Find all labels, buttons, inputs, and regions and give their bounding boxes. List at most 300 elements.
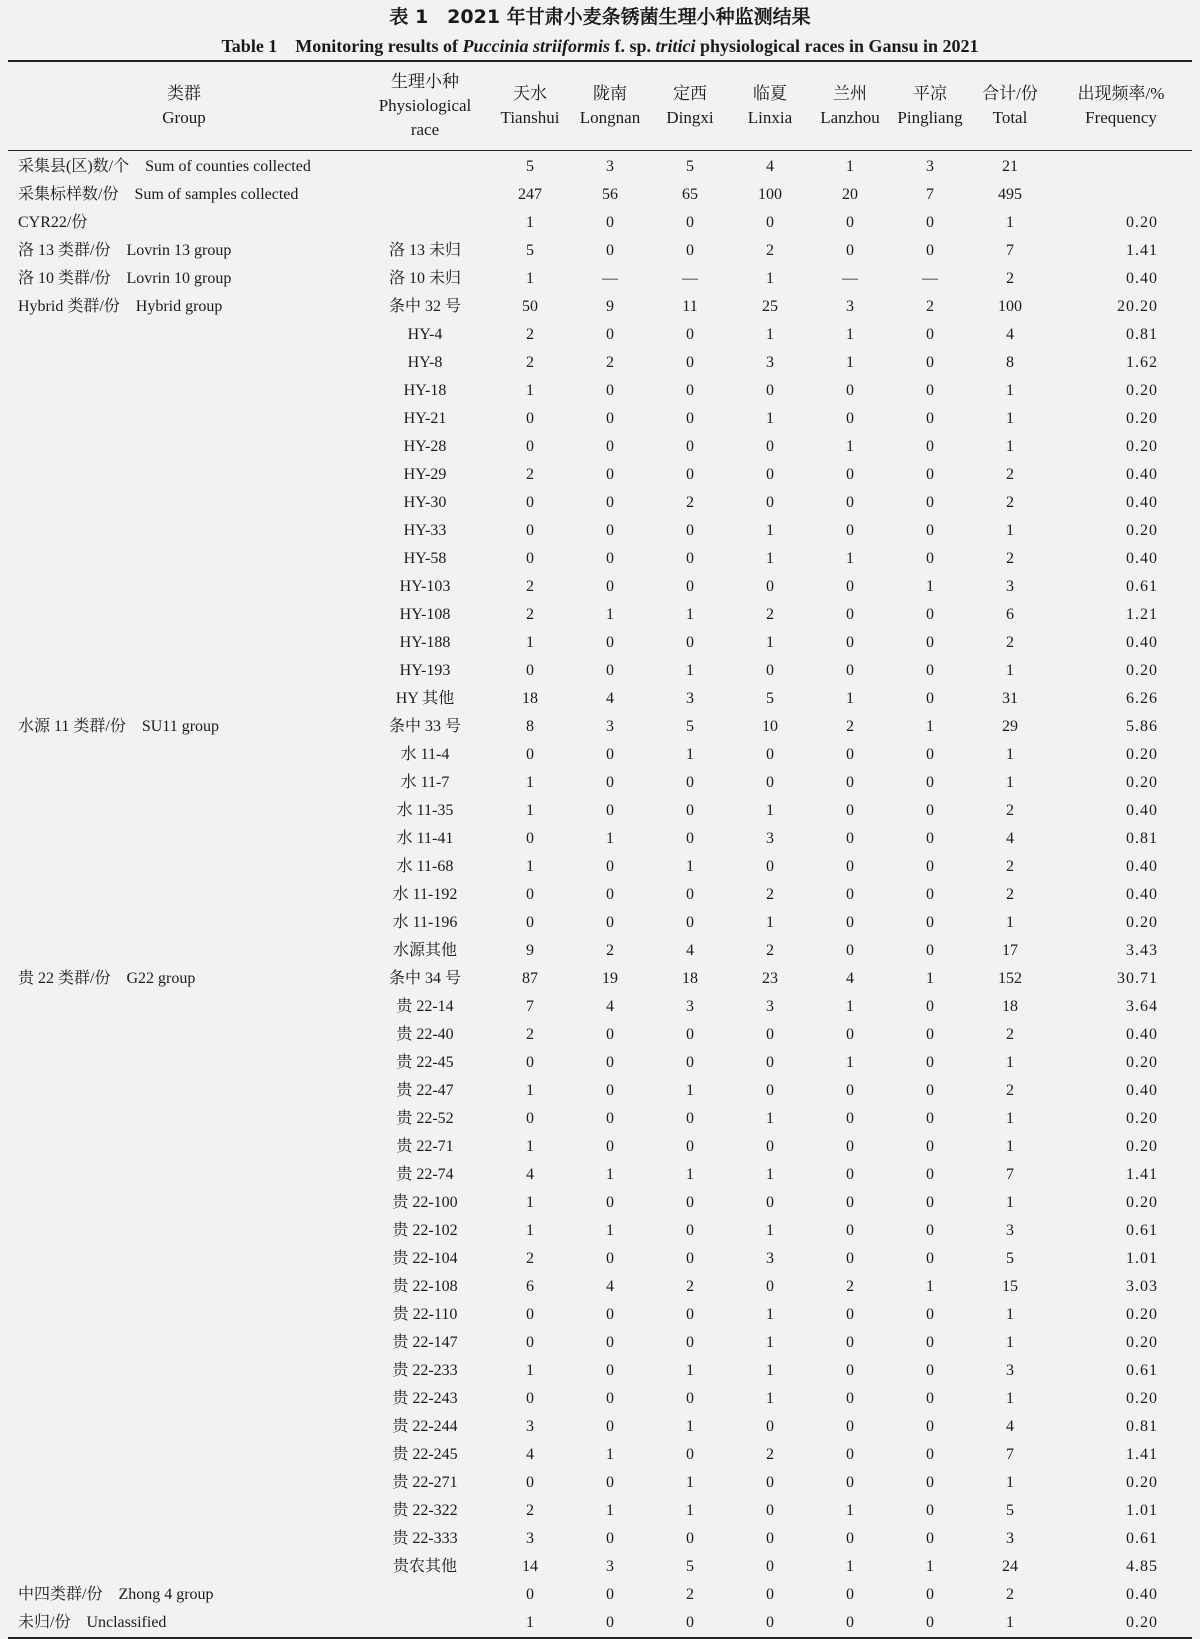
frequency-cell: 1.41: [1126, 1446, 1158, 1463]
tianshui-cell: 1: [526, 802, 534, 819]
table-row: [8, 151, 1192, 182]
header-pingliang-cn: 平凉: [913, 84, 947, 103]
header-linxia: [730, 61, 810, 151]
tianshui-cell: 3: [526, 1530, 534, 1547]
longnan-cell: 0: [606, 382, 614, 399]
tianshui-cell: 2: [526, 1502, 534, 1519]
group-cell: [8, 601, 360, 629]
linxia-cell: 1: [766, 1390, 774, 1407]
frequency-cell: 0.20: [1126, 1306, 1158, 1323]
total-cell: 1: [1006, 914, 1014, 931]
group-cell: [8, 405, 360, 433]
lanzhou-cell: 0: [846, 1138, 854, 1155]
lanzhou-cell: 0: [846, 774, 854, 791]
frequency-cell: 0.20: [1126, 410, 1158, 427]
pingliang-cell: 1: [926, 1278, 934, 1295]
lanzhou-cell: 0: [846, 634, 854, 651]
dingxi-cell: 1: [686, 1166, 694, 1183]
table-row: [8, 1385, 1192, 1413]
linxia-cell: 0: [766, 1474, 774, 1491]
linxia-cell: 1: [766, 1222, 774, 1239]
race-cell: 贵 22-74: [396, 1166, 454, 1183]
lanzhou-cell: 0: [846, 242, 854, 259]
header-pingliang: [890, 61, 970, 151]
table-body: [8, 151, 1192, 1639]
tianshui-cell: 5: [526, 158, 534, 175]
dingxi-cell: 0: [686, 914, 694, 931]
group-cell: [8, 321, 360, 349]
table-row: [8, 209, 1192, 237]
longnan-cell: 0: [606, 1194, 614, 1211]
longnan-cell: 0: [570, 1609, 650, 1638]
group-cell: [8, 1329, 360, 1357]
dingxi-cell: 18: [682, 970, 698, 987]
lanzhou-cell: 0: [846, 1250, 854, 1267]
header-lanzhou-cn: 兰州: [833, 84, 867, 103]
longnan-cell: 0: [606, 746, 614, 763]
pingliang-cell: 0: [926, 494, 934, 511]
tianshui-cell: 4: [526, 1446, 534, 1463]
linxia-cell: 0: [766, 1502, 774, 1519]
frequency-cell: 0.20: [1126, 1138, 1158, 1155]
group-cell: [8, 545, 360, 573]
pingliang-cell: 0: [926, 1110, 934, 1127]
pingliang-cell: 0: [926, 886, 934, 903]
results-table: [8, 60, 1192, 1639]
linxia-cell: 10: [762, 718, 778, 735]
dingxi-cell: 0: [686, 438, 694, 455]
total-cell: 2: [1006, 858, 1014, 875]
tianshui-cell: 14: [522, 1558, 538, 1575]
tianshui-cell: 1: [526, 1138, 534, 1155]
tianshui-cell: 1: [526, 214, 534, 231]
total-cell: 17: [1002, 942, 1018, 959]
race-cell: 水 11-4: [400, 746, 450, 763]
linxia-cell: 1: [766, 550, 774, 567]
pingliang-cell: 0: [926, 326, 934, 343]
pingliang-cell: 0: [926, 354, 934, 371]
race-cell: HY-28: [403, 438, 447, 455]
frequency-cell: 5.86: [1126, 718, 1158, 735]
tianshui-cell: 0: [526, 1586, 534, 1603]
total-cell: 1: [1006, 746, 1014, 763]
tianshui-cell: 0: [526, 1306, 534, 1323]
tianshui-cell: 0: [526, 886, 534, 903]
table-row: [8, 1161, 1192, 1189]
dingxi-cell: 0: [686, 830, 694, 847]
frequency-cell: 0.40: [1126, 270, 1158, 287]
frequency-cell: 0.40: [1126, 550, 1158, 567]
tianshui-cell: 8: [526, 718, 534, 735]
header-group-en: Group: [162, 108, 206, 127]
total-cell: 21: [1002, 158, 1018, 175]
total-cell: 1: [1006, 1054, 1014, 1071]
lanzhou-cell: 1: [846, 1054, 854, 1071]
linxia-cell: 4: [766, 158, 774, 175]
dingxi-cell: 1: [686, 662, 694, 679]
table-row: [8, 881, 1192, 909]
group-cell: [8, 1413, 360, 1441]
table-row: [8, 853, 1192, 881]
tianshui-cell: 1: [526, 1194, 534, 1211]
group-cell: 采集标样数/份 Sum of samples collected: [18, 186, 299, 203]
pingliang-cell: 0: [926, 1138, 934, 1155]
race-cell: 贵 22-52: [396, 1110, 454, 1127]
group-cell: [8, 1133, 360, 1161]
header-lanzhou-en: Lanzhou: [820, 108, 880, 127]
frequency-cell: 0.20: [1126, 214, 1158, 231]
group-cell: [8, 1245, 360, 1273]
race-cell: 水 11-35: [396, 802, 454, 819]
group-cell: [8, 1525, 360, 1553]
group-cell: [8, 433, 360, 461]
dingxi-cell: 1: [686, 1362, 694, 1379]
longnan-cell: 4: [606, 690, 614, 707]
total-cell: 2: [1006, 1082, 1014, 1099]
frequency-cell: 0.40: [1126, 858, 1158, 875]
dingxi-cell: 0: [686, 1250, 694, 1267]
table-row: [8, 685, 1192, 713]
longnan-cell: 1: [606, 1166, 614, 1183]
table-row: [8, 517, 1192, 545]
dingxi-cell: 0: [686, 242, 694, 259]
race-cell: 贵 22-102: [392, 1222, 458, 1239]
linxia-cell: 1: [766, 634, 774, 651]
group-cell: [8, 349, 360, 377]
table-row: [8, 769, 1192, 797]
linxia-cell: 0: [766, 1054, 774, 1071]
longnan-cell: 56: [602, 186, 618, 203]
table-row: [8, 993, 1192, 1021]
pingliang-cell: 1: [926, 970, 934, 987]
pingliang-cell: 0: [926, 634, 934, 651]
pingliang-cell: 0: [926, 914, 934, 931]
race-cell: 条中 32 号: [388, 298, 461, 315]
pingliang-cell: 0: [926, 1054, 934, 1071]
linxia-cell: 2: [766, 942, 774, 959]
pingliang-cell: 0: [926, 1082, 934, 1099]
tianshui-cell: 0: [526, 662, 534, 679]
tianshui-cell: 0: [526, 438, 534, 455]
race-cell: 洛 13 未归: [388, 242, 461, 259]
table-row: [8, 1441, 1192, 1469]
longnan-cell: 0: [606, 522, 614, 539]
tianshui-cell: 0: [526, 746, 534, 763]
table-row: [8, 237, 1192, 265]
frequency-cell: 6.26: [1126, 690, 1158, 707]
pingliang-cell: 1: [926, 718, 934, 735]
race-cell: 贵 22-243: [392, 1390, 458, 1407]
frequency-cell: 0.20: [1126, 1194, 1158, 1211]
total-cell: 1: [1006, 410, 1014, 427]
race-cell: [360, 1581, 490, 1609]
header-row: [8, 61, 1192, 151]
lanzhou-cell: 1: [846, 354, 854, 371]
race-cell: 条中 33 号: [388, 718, 461, 735]
lanzhou-cell: 0: [846, 830, 854, 847]
pingliang-cell: 0: [926, 214, 934, 231]
race-cell: 贵 22-322: [392, 1502, 458, 1519]
table-row: [8, 965, 1192, 993]
table-row: [8, 1497, 1192, 1525]
longnan-cell: 1: [606, 606, 614, 623]
longnan-cell: 1: [606, 1446, 614, 1463]
group-cell: [8, 1049, 360, 1077]
table-row: [8, 937, 1192, 965]
dingxi-cell: 0: [686, 1446, 694, 1463]
tianshui-cell: 50: [522, 298, 538, 315]
linxia-cell: 3: [766, 354, 774, 371]
linxia-cell: 0: [766, 1278, 774, 1295]
longnan-cell: 0: [606, 494, 614, 511]
linxia-cell: 1: [766, 1362, 774, 1379]
race-cell: HY-193: [399, 662, 451, 679]
tianshui-cell: 1: [526, 270, 534, 287]
total-cell: 8: [1006, 354, 1014, 371]
frequency-cell: 3.64: [1126, 998, 1158, 1015]
frequency-cell: 0.20: [1126, 1334, 1158, 1351]
table-row: [8, 265, 1192, 293]
total-cell: 6: [1006, 606, 1014, 623]
total-cell: 5: [1006, 1250, 1014, 1267]
table-row: [8, 1273, 1192, 1301]
longnan-cell: 0: [606, 1082, 614, 1099]
table-row: [8, 1049, 1192, 1077]
linxia-cell: 1: [766, 410, 774, 427]
tianshui-cell: 2: [526, 326, 534, 343]
longnan-cell: 0: [606, 1390, 614, 1407]
pingliang-cell: 0: [926, 998, 934, 1015]
longnan-cell: 0: [606, 662, 614, 679]
header-pingliang-en: Pingliang: [897, 108, 963, 127]
lanzhou-cell: 1: [846, 1502, 854, 1519]
group-cell: [8, 1357, 360, 1385]
race-cell: 水 11-196: [392, 914, 458, 931]
frequency-cell: 0.20: [1126, 1110, 1158, 1127]
lanzhou-cell: 1: [846, 326, 854, 343]
linxia-cell: 3: [766, 830, 774, 847]
frequency-cell: 0.61: [1126, 578, 1158, 595]
race-cell: 贵 22-110: [392, 1306, 458, 1323]
dingxi-cell: 0: [686, 326, 694, 343]
total-cell: 1: [1006, 662, 1014, 679]
group-cell: [8, 461, 360, 489]
race-cell: [360, 151, 490, 182]
group-cell: [8, 1077, 360, 1105]
group-cell: [8, 517, 360, 545]
linxia-cell: 0: [766, 1558, 774, 1575]
table-row: [8, 1553, 1192, 1581]
dingxi-cell: 0: [686, 802, 694, 819]
header-lanzhou: [810, 61, 890, 151]
linxia-cell: 0: [766, 1530, 774, 1547]
header-longnan-cn: 陇南: [593, 84, 627, 103]
tianshui-cell: 6: [526, 1278, 534, 1295]
table-row: [8, 1189, 1192, 1217]
longnan-cell: 0: [606, 1138, 614, 1155]
total-cell: 7: [1006, 242, 1014, 259]
total-cell: 2: [1006, 634, 1014, 651]
header-frequency-en: Frequency: [1085, 108, 1157, 127]
group-cell: 中四类群/份 Zhong 4 group: [18, 1586, 214, 1603]
frequency-cell: 0.40: [1126, 1586, 1158, 1603]
pingliang-cell: —: [922, 270, 938, 287]
tianshui-cell: 0: [526, 1390, 534, 1407]
linxia-cell: 2: [766, 606, 774, 623]
dingxi-cell: 1: [686, 1418, 694, 1435]
race-cell: 水 11-192: [392, 886, 458, 903]
frequency-cell: 0.20: [1126, 382, 1158, 399]
header-dingxi: [650, 61, 730, 151]
total-cell: 31: [1002, 690, 1018, 707]
frequency-cell: 0.81: [1126, 1418, 1158, 1435]
table-row: [8, 1357, 1192, 1385]
pingliang-cell: 0: [926, 1250, 934, 1267]
race-cell: HY-30: [403, 494, 447, 511]
longnan-cell: —: [602, 270, 618, 287]
total-cell: 2: [1006, 494, 1014, 511]
tianshui-cell: 0: [526, 914, 534, 931]
header-linxia-en: Linxia: [747, 108, 793, 127]
total-cell: 3: [1006, 578, 1014, 595]
race-cell: 贵 22-333: [392, 1530, 458, 1547]
group-cell: [8, 797, 360, 825]
tianshui-cell: 87: [522, 970, 538, 987]
table-row: [8, 181, 1192, 209]
header-linxia-cn: 临夏: [753, 84, 787, 103]
total-cell: 1: [1006, 522, 1014, 539]
lanzhou-cell: 0: [846, 1026, 854, 1043]
lanzhou-cell: 0: [846, 1418, 854, 1435]
tianshui-cell: 1: [526, 382, 534, 399]
longnan-cell: 0: [606, 1110, 614, 1127]
group-cell: [8, 1497, 360, 1525]
group-cell: [8, 685, 360, 713]
tianshui-cell: 3: [526, 1418, 534, 1435]
lanzhou-cell: 0: [846, 914, 854, 931]
linxia-cell: 1: [766, 1166, 774, 1183]
linxia-cell: 1: [766, 1334, 774, 1351]
dingxi-cell: 1: [686, 1474, 694, 1491]
pingliang-cell: 0: [926, 1362, 934, 1379]
lanzhou-cell: 0: [846, 942, 854, 959]
header-race-cn: 生理小种: [391, 72, 459, 91]
lanzhou-cell: 4: [846, 970, 854, 987]
total-cell: 1: [1006, 1474, 1014, 1491]
tianshui-cell: 18: [522, 690, 538, 707]
frequency-cell: 0.20: [1126, 774, 1158, 791]
longnan-cell: 0: [606, 1418, 614, 1435]
race-cell: [360, 181, 490, 209]
table-row: [8, 629, 1192, 657]
longnan-cell: 0: [606, 1334, 614, 1351]
table-row: [8, 657, 1192, 685]
total-cell: 2: [1006, 886, 1014, 903]
table-row: [8, 1245, 1192, 1273]
tianshui-cell: 1: [526, 774, 534, 791]
linxia-cell: 5: [766, 690, 774, 707]
pingliang-cell: 0: [926, 466, 934, 483]
linxia-cell: 0: [766, 662, 774, 679]
lanzhou-cell: 20: [842, 186, 858, 203]
group-cell: [8, 1273, 360, 1301]
dingxi-cell: 0: [686, 1334, 694, 1351]
table-row: [8, 1525, 1192, 1553]
table-row: [8, 909, 1192, 937]
lanzhou-cell: 1: [846, 550, 854, 567]
longnan-cell: 0: [606, 1362, 614, 1379]
longnan-cell: 3: [606, 718, 614, 735]
lanzhou-cell: 0: [846, 1110, 854, 1127]
group-cell: [8, 1217, 360, 1245]
tianshui-cell: 2: [526, 606, 534, 623]
longnan-cell: 0: [606, 858, 614, 875]
group-cell: [8, 1301, 360, 1329]
header-frequency: [1050, 61, 1192, 151]
linxia-cell: 0: [766, 1026, 774, 1043]
header-tianshui: [490, 61, 570, 151]
dingxi-cell: 5: [686, 718, 694, 735]
lanzhou-cell: 0: [846, 1530, 854, 1547]
longnan-cell: 0: [606, 438, 614, 455]
total-cell: 2: [1006, 466, 1014, 483]
lanzhou-cell: 0: [846, 214, 854, 231]
dingxi-cell: 0: [650, 1609, 730, 1638]
linxia-cell: 3: [766, 1250, 774, 1267]
pingliang-cell: 0: [926, 802, 934, 819]
tianshui-cell: 0: [526, 550, 534, 567]
table-row: [8, 405, 1192, 433]
longnan-cell: 0: [606, 1054, 614, 1071]
race-cell: 贵 22-245: [392, 1446, 458, 1463]
dingxi-cell: 1: [686, 606, 694, 623]
total-cell: 495: [998, 186, 1022, 203]
header-group-cn: 类群: [167, 84, 201, 103]
race-cell: 洛 10 未归: [388, 270, 461, 287]
group-cell: [8, 993, 360, 1021]
lanzhou-cell: 0: [846, 1390, 854, 1407]
pingliang-cell: 0: [926, 1194, 934, 1211]
header-total-en: Total: [992, 108, 1028, 127]
group-cell: [8, 377, 360, 405]
total-cell: 4: [1006, 326, 1014, 343]
pingliang-cell: 0: [926, 746, 934, 763]
longnan-cell: 2: [606, 354, 614, 371]
pingliang-cell: 7: [926, 186, 934, 203]
lanzhou-cell: 3: [846, 298, 854, 315]
pingliang-cell: 0: [926, 1586, 934, 1603]
longnan-cell: 1: [606, 1502, 614, 1519]
header-tianshui-en: Tianshui: [500, 108, 560, 127]
pingliang-cell: 0: [926, 1166, 934, 1183]
group-cell: [8, 1105, 360, 1133]
dingxi-cell: 0: [686, 1530, 694, 1547]
race-cell: HY-18: [403, 382, 447, 399]
group-cell: [8, 1441, 360, 1469]
group-cell: [8, 881, 360, 909]
tianshui-cell: 2: [526, 466, 534, 483]
lanzhou-cell: 0: [846, 466, 854, 483]
pingliang-cell: 0: [926, 830, 934, 847]
title-en-suffix: physiological races in Gansu in 2021: [695, 36, 979, 56]
linxia-cell: 0: [766, 382, 774, 399]
dingxi-cell: 1: [686, 858, 694, 875]
tianshui-cell: 0: [526, 1054, 534, 1071]
pingliang-cell: 0: [926, 1334, 934, 1351]
linxia-cell: 23: [762, 970, 778, 987]
tianshui-cell: 5: [526, 242, 534, 259]
tianshui-cell: 1: [526, 1362, 534, 1379]
